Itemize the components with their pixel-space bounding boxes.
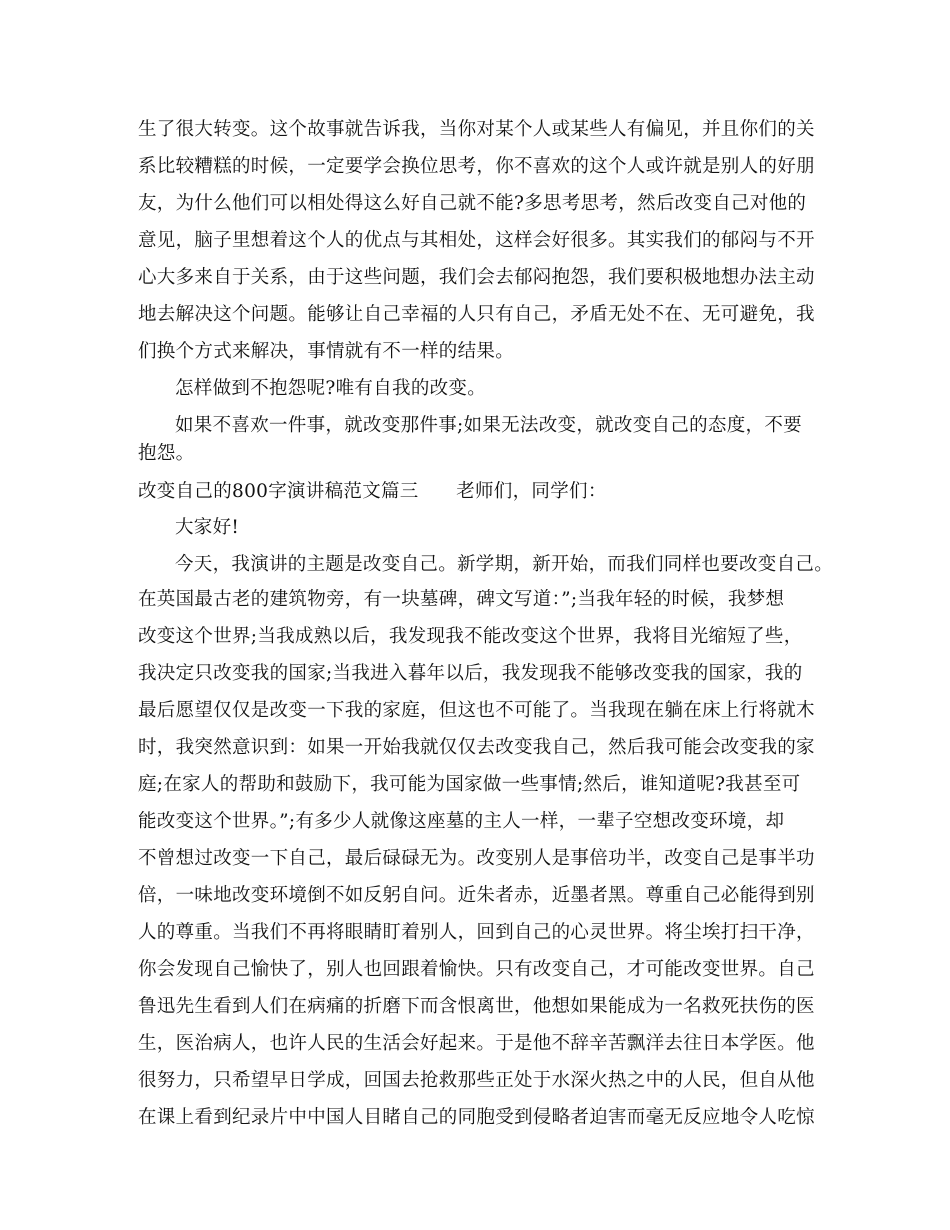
text-line: 大家好! <box>175 517 240 538</box>
text-line: 鲁迅先生看到人们在病痛的折磨下而含恨离世，他想如果能成为一名救死扶伤的医 <box>138 996 815 1017</box>
text-line: 怎样做到不抱怨呢?唯有自我的改变。 <box>175 378 487 399</box>
text-line: 今天，我演讲的主题是改变自己。新学期，新开始，而我们同样也要改变自己。 <box>175 554 834 575</box>
section-heading: 改变自己的800字演讲稿范文篇三 老师们，同学们： <box>138 481 607 502</box>
text-line: 在英国最古老的建筑物旁，有一块墓碑，碑文写道：”;当我年轻的时候，我梦想 <box>138 589 785 610</box>
text-line: 们换个方式来解决，事情就有不一样的结果。 <box>138 341 515 362</box>
text-line: 不曾想过改变一下自己，最后碌碌无为。改变别人是事倍功半，改变自己是事半功 <box>138 848 815 869</box>
text-line: 倍，一味地改变环境倒不如反躬自问。近朱者赤，近墨者黑。尊重自己必能得到别 <box>138 885 815 906</box>
text-line: 很努力，只希望早日学成，回国去抢救那些正处于水深火热之中的人民，但自从他 <box>138 1070 815 1091</box>
text-line: 生了很大转变。这个故事就告诉我，当你对某个人或某些人有偏见，并且你们的关 <box>138 119 815 140</box>
text-line: 改变这个世界;当我成熟以后，我发现我不能改变这个世界，我将目光缩短了些， <box>138 626 803 647</box>
text-line: 时，我突然意识到：如果一开始我就仅仅去改变我自己，然后我可能会改变我的家 <box>138 737 815 758</box>
text-line: 抱怨。 <box>138 443 195 464</box>
text-line: 友，为什么他们可以相处得这么好自己就不能?多思考思考，然后改变自己对他的 <box>138 193 807 214</box>
text-line: 人的尊重。当我们不再将眼睛盯着别人，回到自己的心灵世界。将尘埃打扫干净， <box>138 922 815 943</box>
text-line: 庭;在家人的帮助和鼓励下，我可能为国家做一些事情;然后，谁知道呢?我甚至可 <box>138 774 801 795</box>
text-line: 能改变这个世界。”;有多少人就像这座墓的主人一样，一辈子空想改变环境，却 <box>138 811 785 832</box>
text-line: 在课上看到纪录片中中国人目睹自己的同胞受到侵略者迫害而毫无反应地令人吃惊 <box>138 1107 815 1128</box>
text-line: 心大多来自于关系，由于这些问题，我们会去郁闷抱怨，我们要积极地想办法主动 <box>138 267 815 288</box>
text-line: 生，医治病人，也许人民的生活会好起来。于是他不辞辛苦飘洋去往日本学医。他 <box>138 1033 815 1054</box>
text-line: 地去解决这个问题。能够让自己幸福的人只有自己，矛盾无处不在、无可避免，我 <box>138 304 815 325</box>
text-line: 系比较糟糕的时候，一定要学会换位思考，你不喜欢的这个人或许就是别人的好朋 <box>138 156 815 177</box>
text-line: 如果不喜欢一件事，就改变那件事;如果无法改变，就改变自己的态度，不要 <box>175 415 802 436</box>
text-line: 我决定只改变我的国家;当我进入暮年以后，我发现我不能够改变我的国家，我的 <box>138 663 803 684</box>
text-line: 意见，脑子里想着这个人的优点与其相处，这样会好很多。其实我们的郁闷与不开 <box>138 230 815 251</box>
text-line: 你会发现自己愉快了，别人也回跟着愉快。只有改变自己，才可能改变世界。自己 <box>138 959 815 980</box>
text-line: 最后愿望仅仅是改变一下我的家庭，但这也不可能了。当我现在躺在床上行将就木 <box>138 700 815 721</box>
